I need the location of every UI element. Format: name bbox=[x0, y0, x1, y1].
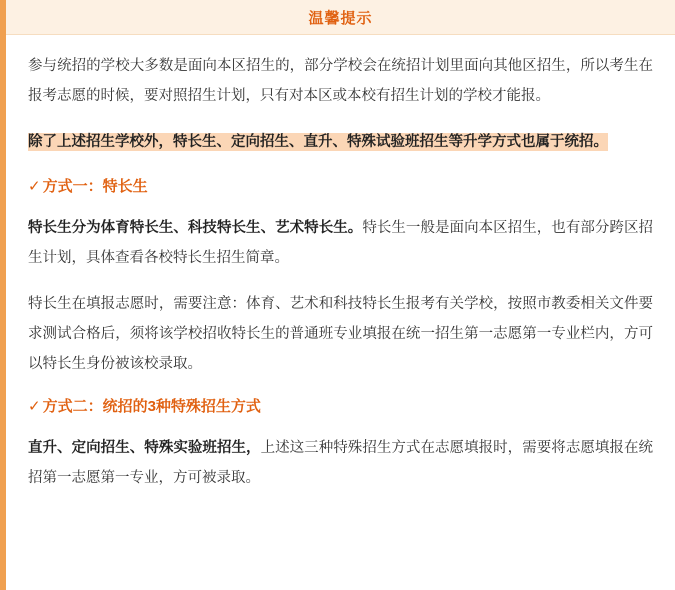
check-icon: ✓ bbox=[28, 178, 41, 195]
section-heading-two-label: 方式二：统招的3种特殊招生方式 bbox=[42, 398, 261, 415]
paragraph-application-notes: 特长生在填报志愿时，需要注意：体育、艺术和科技特长生报考有关学校，按照市教委相关文件要求测试合格后，须将该学校招收特长生的普通班专业填报在统一招生第一志愿第一专业栏内，方可以特长生身份被该校录取。 bbox=[28, 296, 653, 372]
check-icon: ✓ bbox=[28, 398, 41, 415]
card-header bbox=[6, 0, 675, 35]
section-heading-one bbox=[28, 175, 653, 199]
card-body bbox=[6, 35, 675, 519]
highlight-text: 除了上述招生学校外，特长生、定向招生、直升、特殊试验班招生等升学方式也属于统招。 bbox=[28, 134, 608, 150]
card-title: 温馨提示 bbox=[308, 9, 373, 27]
paragraph-special-types bbox=[28, 213, 653, 273]
paragraph-special-types-lead: 特长生分为体育特长生、科技特长生、艺术特长生。 bbox=[28, 220, 363, 236]
paragraph-three-methods-lead: 直升、定向招生、特殊实验班招生， bbox=[28, 440, 261, 456]
highlight-block bbox=[28, 127, 653, 157]
paragraph-three-methods bbox=[28, 433, 653, 493]
section-heading-one-label: 方式一：特长生 bbox=[42, 178, 148, 195]
paragraph-special-types-rest: 特长生一般是面向本区招生，也有部分跨区招生计划，具体查看各校特长生招生简章。 bbox=[28, 220, 654, 266]
paragraph-intro: 参与统招的学校大多数是面向本区招生的，部分学校会在统招计划里面向其他区招生，所以考生在报考志愿的时候，要对照招生计划，只有对本区或本校有招生计划的学校才能报。 bbox=[28, 58, 653, 104]
paragraph-three-methods-rest: 上述这三种特殊招生方式在志愿填报时，需要将志愿填报在统招第一志愿第一专业，方可被录取。 bbox=[28, 440, 654, 486]
section-heading-two bbox=[28, 395, 653, 419]
